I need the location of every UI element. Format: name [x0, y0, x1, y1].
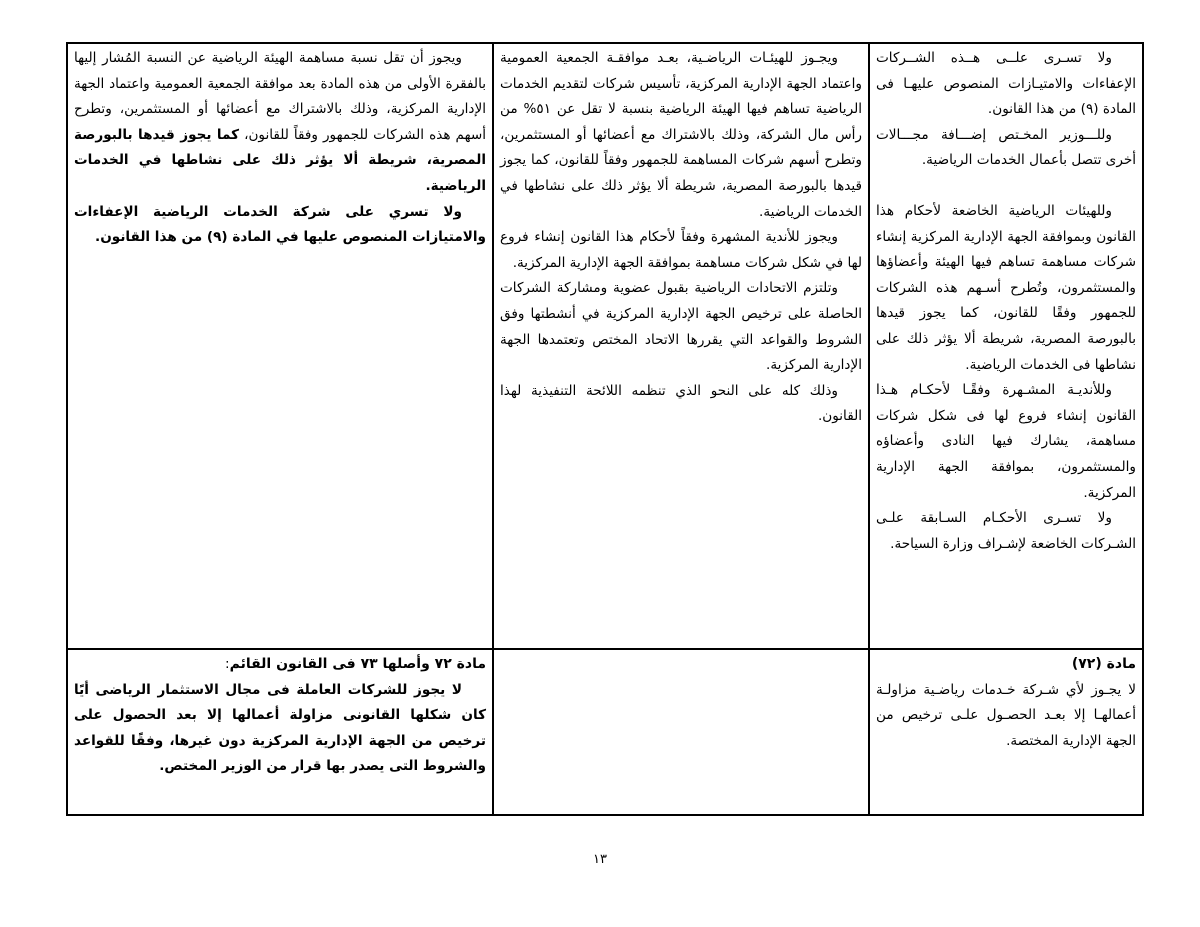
paragraph: وللأنديـة المشـهرة وفقًـا لأحكـام هـذا القانون إنشاء فروع لها فى شكل شركات مساهمة، يشارك فيها النادى وأعضاؤه والمستثمرون، بموافقة الجهة الإدارية المركزية. [876, 382, 1136, 501]
bold-paragraph: ولا تسري على شركة الخدمات الرياضية الإعفاءات والامتيازات المنصوص عليها في المادة (٩) من هذا القانون. [74, 203, 486, 246]
cell-row2-col3 [67, 649, 493, 815]
paragraph-text: ويجوز أن تقل نسبة مساهمة الهيئة الرياضية عن النسبة المُشار إليها بالفقرة الأولى من هذه المادة بعد موافقة الجمعية العمومية واعتماد الجهة الإدارية المركزية، وذلك بالاشتراك مع أعضائها أو المستثمرين، وتطرح أسهم هذه الشركات للجمهور وفقاً للقانون، [74, 50, 486, 143]
cell-row1-col2 [493, 43, 869, 649]
article-text: لا يجـوز لأي شـركة خـدمات رياضـية مزاولـة أعمالهـا إلا بعـد الحصـول علـى ترخيص من الجهة الإدارية المختصة. [876, 681, 1136, 749]
comparison-table [66, 42, 1144, 816]
table-row [67, 649, 1143, 815]
paragraph: وذلك كله على النحو الذي تنظمه اللائحة التنفيذية لهذا القانون. [500, 382, 862, 425]
cell-row2-col1 [869, 649, 1143, 815]
paragraph: ويجـوز للهيئـات الرياضـية، بعـد موافقـة الجمعية العمومية واعتماد الجهة الإدارية المركزية، تأسيس شركات لتقديم الخدمات الرياضية تساهم فيها الهيئة الرياضية بنسبة لا تقل عن ٥١% من رأس مال الشركة، وذلك بالاشتراك مع أعضائها أو المستثمرين، وتطرح أسهم شركات المساهمة للجمهور وفقاً للقانون، كما يجوز قيدها بالبورصة المصرية، شريطة ألا يؤثر ذلك على نشاطها في الخدمات الرياضية. [500, 50, 862, 220]
document-sheet [66, 42, 1140, 816]
bold-text: كما يجوز قيدها بالبورصة المصرية، شريطة ألا يؤثر ذلك على نشاطها في الخدمات الرياضية. [74, 126, 486, 194]
paragraph: ولا تسـرى علــى هــذه الشــركات الإعفاءات والامتيـازات المنصوص عليهـا فى المادة (٩) من هذا القانون. [876, 50, 1136, 118]
paragraph: وللـــوزير المخـتص إضـــافة مجـــالات أخرى تتصل بأعمال الخدمات الرياضية. [876, 126, 1136, 169]
paragraph: وتلتزم الاتحادات الرياضية بقبول عضوية ومشاركة الشركات الحاصلة على ترخيص الجهة الإدارية المركزية في أنشطتها وفق الشروط والقواعد التي يقررها الاتحاد المختص وتعتمدها الجهة الإدارية المركزية. [500, 280, 862, 374]
heading-colon: : [225, 656, 230, 672]
article-text: لا يجوز للشركات العاملة فى مجال الاستثمار الرياضى أيًا كان شكلها القانونى مزاولة أعمالها إلا بعد الحصول على ترخيص من الجهة الإدارية المركزية دون غيرها، وفقًا للقواعد والشروط التى يصدر بها قرار من الوزير المختص. [74, 681, 486, 775]
cell-row1-col3 [67, 43, 493, 649]
cell-row2-col2 [493, 649, 869, 815]
paragraph: ويجوز للأندية المشهرة وفقاً لأحكام هذا القانون إنشاء فروع لها في شكل شركات مساهمة بموافقة الجهة الإدارية المركزية. [500, 229, 862, 271]
paragraph: وللهيئات الرياضية الخاضعة لأحكام هذا القانون وبموافقة الجهة الإدارية المركزية إنشاء شركات مساهمة تساهم فيها الهيئة وأعضاؤها والمستثمرون، وتُطرح أسـهم هذه الشركات للجمهور وفقًا للقانون، كما يجوز قيدها بالبورصة المصرية، شريطة ألا يؤثر ذلك على نشاطها فى الخدمات الرياضية. [876, 202, 1136, 373]
page-number: ١٣ [593, 852, 607, 867]
paragraph [74, 46, 486, 200]
article-heading: مادة (٧٢) [1071, 656, 1136, 672]
article-heading [74, 652, 486, 678]
article-heading-text: مادة ٧٢ وأصلها ٧٣ فى القانون القائم [229, 656, 486, 672]
cell-row1-col1 [869, 43, 1143, 649]
table-row [67, 43, 1143, 649]
paragraph: ولا تسـرى الأحكـام السـابقة علـى الشـركات الخاضعة لإشـراف وزارة السياحة. [876, 510, 1136, 552]
